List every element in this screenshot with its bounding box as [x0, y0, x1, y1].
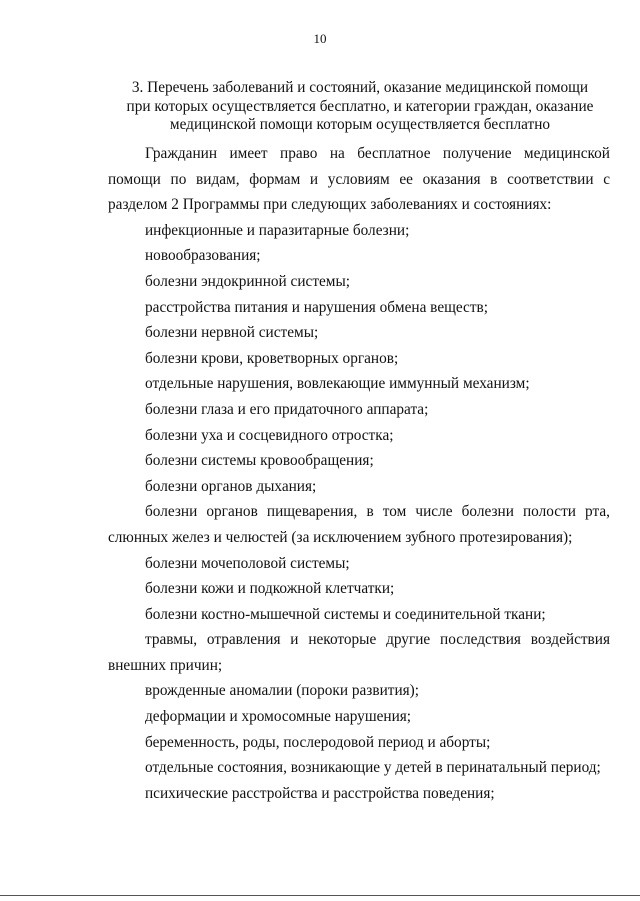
section-heading-line: медицинской помощи которым осуществляется бесплатно [169, 116, 551, 133]
condition-item: болезни нервной системы; [145, 324, 319, 342]
conditions-list [108, 218, 610, 807]
condition-item: болезни эндокринной системы; [145, 272, 351, 290]
section-heading-line: 3. Перечень заболеваний и состояний, оказание медицинской помощи [131, 79, 589, 96]
condition-item: болезни крови, кроветворных органов; [145, 349, 399, 367]
condition-item: отдельные состояния, возникающие у детей в перинатальный период; [145, 759, 601, 777]
section-heading-line: при которых осуществляется бесплатно, и категории граждан, оказание [126, 97, 594, 115]
section-heading [110, 79, 610, 135]
condition-item: отдельные нарушения, вовлекающие иммунный механизм; [145, 375, 530, 393]
condition-item: болезни мочеполовой системы; [145, 554, 350, 572]
condition-item: беременность, роды, послеродовой период и аборты; [145, 733, 491, 751]
condition-item: болезни кожи и подкожной клетчатки; [145, 580, 395, 598]
intro-paragraph: Гражданин имеет право на бесплатное получение медицинской помощи по видам, формам и условиям ее оказания в соответствии с разделом 2 Программы при следующих заболеваниях и состояниях: [108, 145, 610, 214]
condition-item: болезни органов пищеварения, в том числе болезни полости рта, слюнных желез и челюстей (за исключением зубного протезирования); [108, 503, 610, 546]
condition-item: болезни глаза и его придаточного аппарата; [145, 400, 429, 418]
page-bottom-divider [0, 895, 640, 896]
condition-item: врожденные аномалии (пороки развития); [145, 682, 420, 700]
condition-item: инфекционные и паразитарные болезни; [145, 221, 410, 239]
document-body [108, 141, 610, 806]
condition-item: деформации и хромосомные нарушения; [145, 708, 412, 726]
condition-item: болезни костно-мышечной системы и соединительной ткани; [145, 605, 546, 623]
condition-item: болезни органов дыхания; [145, 477, 317, 495]
condition-item: травмы, отравления и некоторые другие последствия воздействия внешних причин; [108, 631, 610, 674]
condition-item: новообразования; [145, 247, 261, 265]
page-number: 10 [313, 31, 327, 46]
condition-item: психические расстройства и расстройства поведения; [145, 784, 495, 802]
condition-item: болезни уха и сосцевидного отростка; [145, 426, 394, 444]
condition-item: расстройства питания и нарушения обмена веществ; [145, 298, 488, 316]
condition-item: болезни системы кровообращения; [145, 452, 374, 470]
